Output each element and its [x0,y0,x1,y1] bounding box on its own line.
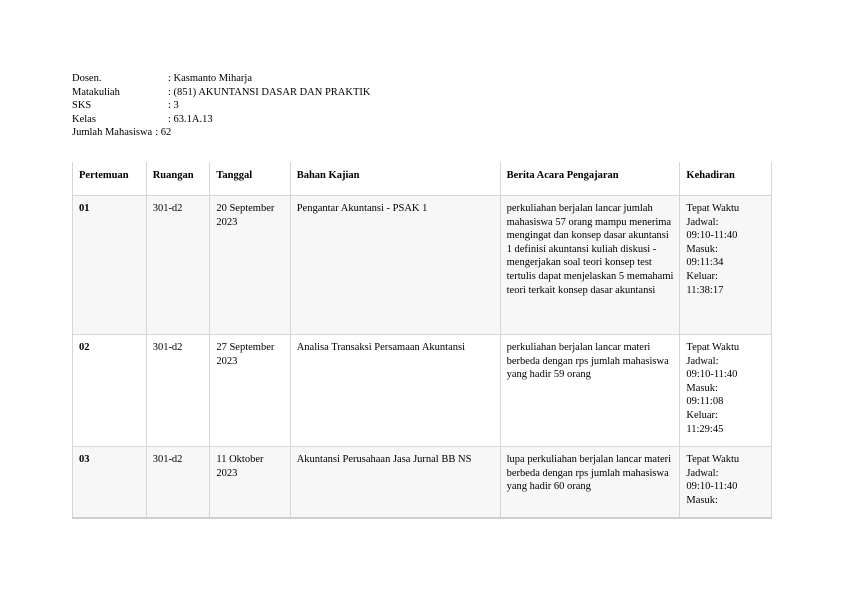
course-info [72,72,370,140]
kehadiran-masuk-value: 09:11:34 [686,257,724,269]
table-row [73,196,772,335]
kehadiran-keluar-label: Keluar: [686,270,718,282]
cell-berita-acara: lupa perkuliahan berjalan lancar materi berbeda dengan rps jumlah mahasiswa yang hadir 60 orang [500,447,680,519]
header-pertemuan: Pertemuan [73,162,147,196]
cell-tanggal: 27 September 2023 [210,335,290,447]
kehadiran-masuk-label: Masuk: [686,494,718,506]
header-kehadiran: Kehadiran [680,162,772,196]
kehadiran-jadwal-value: 09:10-11:40 [686,230,738,242]
info-row-dosen [72,72,370,86]
kehadiran-jadwal-value: 09:10-11:40 [686,481,738,493]
cell-kehadiran [680,447,772,519]
jumlah-label: Jumlah Mahasiswa [72,127,153,139]
kehadiran-status: Tepat Waktu [686,342,740,353]
kehadiran-status: Tepat Waktu [686,454,740,465]
table-row [73,335,772,447]
cell-pertemuan: 03 [73,447,147,519]
header-tanggal: Tanggal [210,162,290,196]
cell-bahan-kajian: Analisa Transaksi Persamaan Akuntansi [290,335,500,447]
kehadiran-keluar-label: Keluar: [686,409,718,421]
kehadiran-jadwal-label: Jadwal: [686,355,719,367]
cell-tanggal: 11 Oktober 2023 [210,447,290,519]
kelas-label: Kelas [72,113,96,125]
header-berita-acara: Berita Acara Pengajaran [500,162,680,196]
cell-ruangan: 301-d2 [146,447,210,519]
sks-value: : 3 [168,100,179,112]
attendance-table-wrapper [72,162,772,519]
cell-berita-acara: perkuliahan berjalan lancar jumlah mahasiswa 57 orang mampu menerima mengingat dan konsep dasar akuntansi 1 definisi akuntansi kuliah diskusi - mengerjakan soal teori konsep test tertulis dapat menjelaskan 5 memahami teori terkait konsep dasar akuntansi [500,196,680,335]
info-row-kelas [72,113,370,127]
kehadiran-status: Tepat Waktu [686,203,740,214]
info-row-sks [72,99,370,113]
cell-kehadiran [680,196,772,335]
info-row-matakuliah [72,86,370,100]
table-row [73,447,772,519]
kehadiran-jadwal-label: Jadwal: [686,467,719,479]
cell-bahan-kajian: Pengantar Akuntansi - PSAK 1 [290,196,500,335]
kehadiran-jadwal-label: Jadwal: [686,216,719,228]
kelas-value: : 63.1A.13 [168,113,213,125]
cell-pertemuan: 01 [73,196,147,335]
cell-tanggal: 20 September 2023 [210,196,290,335]
kehadiran-masuk-value: 09:11:08 [686,396,724,408]
cell-pertemuan: 02 [73,335,147,447]
cell-ruangan: 301-d2 [146,196,210,335]
cell-kehadiran [680,335,772,447]
dosen-label: Dosen. [72,73,102,84]
kehadiran-jadwal-value: 09:10-11:40 [686,369,738,381]
table-header-row [73,162,772,196]
attendance-table [72,162,772,519]
cell-bahan-kajian: Akuntansi Perusahaan Jasa Jurnal BB NS [290,447,500,519]
matakuliah-value: : (851) AKUNTANSI DASAR DAN PRAKTIK [168,86,371,98]
cell-berita-acara: perkuliahan berjalan lancar materi berbeda dengan rps jumlah mahasiswa yang hadir 59 orang [500,335,680,447]
cell-ruangan: 301-d2 [146,335,210,447]
kehadiran-masuk-label: Masuk: [686,243,718,255]
info-row-jumlah [72,126,370,140]
matakuliah-label: Matakuliah [72,86,120,98]
header-bahan-kajian: Bahan Kajian [290,162,500,196]
kehadiran-keluar-value: 11:29:45 [686,423,724,435]
jumlah-value: : 62 [155,127,172,139]
kehadiran-masuk-label: Masuk: [686,382,718,394]
kehadiran-keluar-value: 11:38:17 [686,284,724,296]
dosen-value: : Kasmanto Miharja [168,73,252,84]
header-ruangan: Ruangan [146,162,210,196]
sks-label: SKS [72,100,92,112]
